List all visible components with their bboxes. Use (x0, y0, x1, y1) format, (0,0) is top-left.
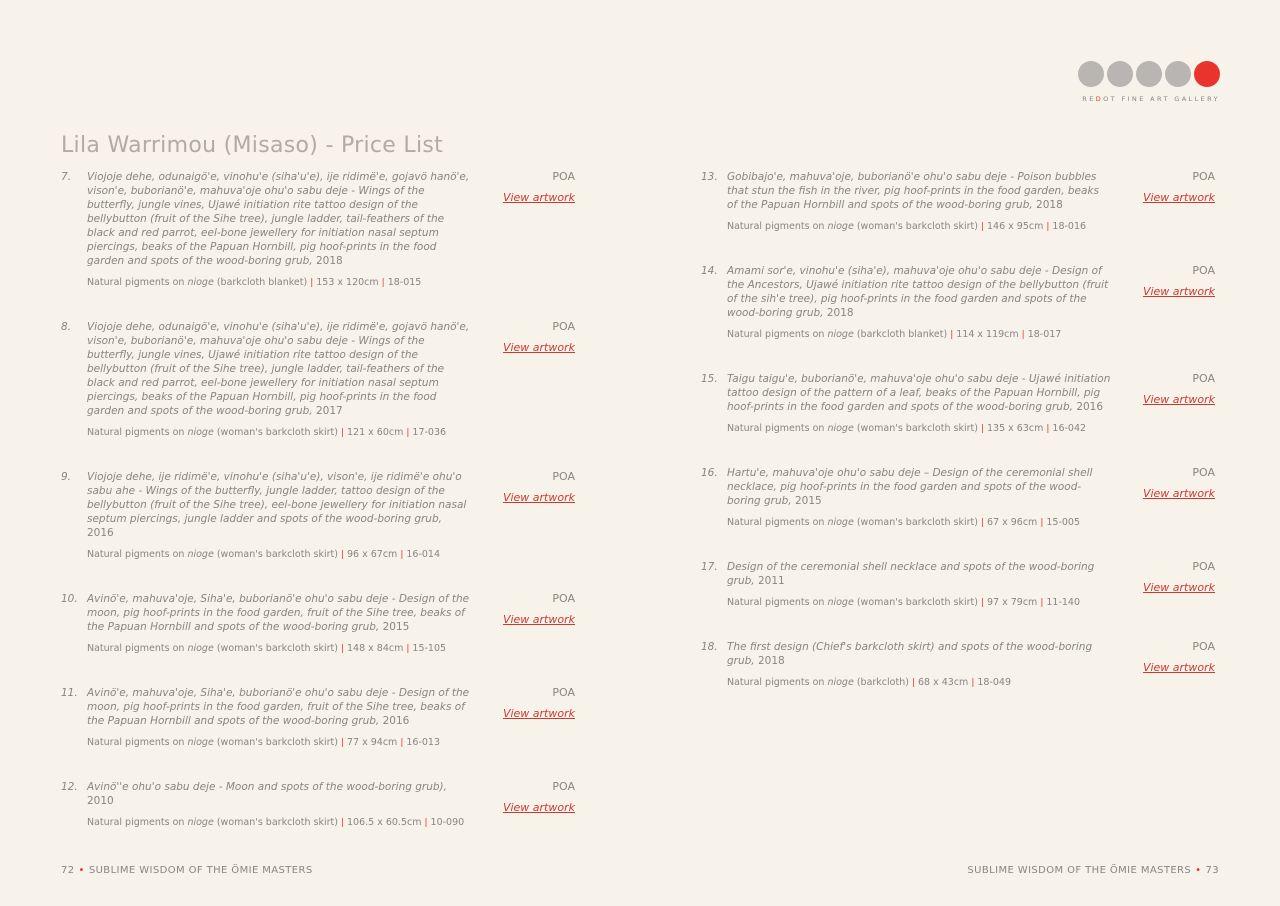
entry-number: 13. (701, 171, 718, 183)
artwork-details (87, 816, 471, 830)
artwork-size: 96 x 67cm (346, 549, 398, 560)
medium-text: Natural pigments on (727, 677, 825, 688)
logo-text-pre: RE (1082, 95, 1096, 103)
entry-body (87, 170, 471, 290)
artwork-code: 18-015 (387, 277, 422, 288)
artwork-year: 2018 (826, 307, 854, 319)
medium-type: (woman's barkcloth skirt) (216, 549, 338, 560)
separator-icon: | (980, 222, 984, 232)
artwork-size: 77 x 94cm (346, 737, 398, 748)
artwork-title (727, 264, 1111, 320)
price-label: POA (1192, 264, 1215, 277)
entry-body (727, 640, 1111, 690)
bullet-icon: • (1195, 865, 1202, 876)
price-list-entry (61, 170, 581, 290)
artwork-size: 121 x 60cm (346, 427, 404, 438)
separator-icon: | (980, 518, 984, 528)
artwork-details (727, 516, 1111, 530)
entry-number: 17. (701, 561, 718, 573)
separator-icon: | (340, 738, 344, 748)
artwork-year: 2018 (316, 255, 343, 267)
view-artwork-link[interactable]: View artwork (1142, 661, 1215, 674)
separator-icon: | (340, 818, 344, 828)
price-list-right-column (701, 170, 1221, 690)
artwork-year: 2016 (382, 715, 410, 727)
price-list-entry (701, 466, 1221, 530)
price-list-entry (61, 592, 581, 656)
artwork-details (87, 548, 471, 562)
page-number-right: 73 (1205, 865, 1219, 876)
medium-type: (woman's barkcloth skirt) (216, 427, 338, 438)
artwork-code: 15-005 (1046, 517, 1081, 528)
artwork-size: 106.5 x 60.5cm (346, 817, 422, 828)
artwork-year: 2018 (1036, 199, 1063, 211)
artwork-year: 2015 (382, 621, 410, 633)
artwork-details (727, 596, 1111, 610)
artwork-size: 153 x 120cm (316, 277, 379, 288)
view-artwork-link[interactable]: View artwork (1142, 487, 1215, 500)
medium-text: Natural pigments on (87, 817, 185, 828)
medium-type: (barkcloth blanket) (216, 277, 308, 288)
entry-price-side (1143, 466, 1215, 500)
artwork-code: 16-014 (406, 549, 441, 560)
price-list-entry (61, 780, 581, 830)
separator-icon: | (980, 598, 984, 608)
artwork-details (87, 642, 471, 656)
logo-dot-icon (1107, 61, 1133, 87)
entry-body (727, 466, 1111, 530)
medium-material: nioge (187, 643, 214, 654)
artwork-size: 114 x 119cm (956, 329, 1019, 340)
medium-material: nioge (187, 737, 214, 748)
logo-text-accent: D (1095, 95, 1104, 103)
logo-dot-icon (1165, 61, 1191, 87)
bullet-icon: • (78, 865, 85, 876)
entry-number: 8. (61, 321, 72, 333)
entry-body (87, 320, 471, 440)
entry-number: 7. (61, 171, 72, 183)
entry-number: 11. (61, 687, 78, 699)
separator-icon: | (310, 278, 314, 288)
artwork-title-text: Viojoje dehe, odunaigö'e, vinohu'e (siha'u'e), ije ridimë'e, gojavö hanö'e, vison'e, buborianö'e, mahuva'oje ohu'o sabu deje - Wings of the butterfly, jungle vines, Ujawé initiation rite tattoo design of the bellybutton (fruit of the Sihe tree), jungle ladder, tail-feathers of the black and red parrot, eel-bone jewellery for initiation nasal septum piercings, beaks of the Papuan Hornbill, pig hoof-prints in the food garden and spots of the wood-boring grub, (87, 171, 470, 267)
medium-type: (woman's barkcloth skirt) (216, 737, 338, 748)
artwork-year: 2016 (87, 527, 114, 539)
price-list-entry (701, 170, 1221, 234)
price-label: POA (1192, 372, 1215, 385)
view-artwork-link[interactable]: View artwork (502, 341, 575, 354)
medium-type: (woman's barkcloth skirt) (856, 597, 978, 608)
entry-price-side (1143, 264, 1215, 298)
medium-text: Natural pigments on (87, 549, 185, 560)
entry-price-side (1143, 640, 1215, 674)
entry-number: 18. (701, 641, 718, 653)
medium-text: Natural pigments on (727, 329, 825, 340)
medium-material: nioge (827, 423, 854, 434)
artwork-title (87, 470, 471, 540)
separator-icon: | (1040, 598, 1044, 608)
entry-price-side (503, 470, 575, 504)
medium-text: Natural pigments on (87, 427, 185, 438)
separator-icon: | (340, 428, 344, 438)
medium-material: nioge (187, 427, 214, 438)
artwork-year: 2017 (316, 405, 343, 417)
footer-right (967, 865, 1219, 876)
separator-icon: | (1021, 330, 1025, 340)
price-label: POA (552, 470, 575, 483)
artwork-size: 97 x 79cm (986, 597, 1038, 608)
price-list-entry (701, 640, 1221, 690)
medium-type: (barkcloth blanket) (856, 329, 948, 340)
artwork-title-text: Design of the ceremonial shell necklace and spots of the wood-boring grub, (727, 561, 1095, 587)
entry-price-side (1143, 170, 1215, 204)
medium-material: nioge (827, 329, 854, 340)
entry-number: 15. (701, 373, 718, 385)
price-label: POA (552, 780, 575, 793)
entry-body (87, 686, 471, 750)
medium-type: (barkcloth) (856, 677, 909, 688)
artwork-title (87, 592, 471, 634)
price-list-entry (701, 560, 1221, 610)
artwork-title-text: Gobibajo'e, mahuva'oje, buborianö'e ohu'o sabu deje - Poison bubbles that stun the fish in the river, pig hoof-prints in the food garden, beaks of the Papuan Hornbill and spots of the wood-boring grub, (727, 171, 1100, 211)
logo-text-post: OT FINE ART GALLERY (1103, 95, 1220, 103)
medium-material: nioge (187, 277, 214, 288)
price-label: POA (1192, 170, 1215, 183)
medium-material: nioge (827, 677, 854, 688)
artwork-year: 2010 (87, 795, 114, 807)
artwork-title-text: Avinö'e, mahuva'oje, Siha'e, buborianö'e ohu'o sabu deje - Design of the moon, pig hoof-prints in the food garden, fruit of the Sihe tree, beaks of the Papuan Hornbill and spots of the wood-boring grub, (87, 687, 470, 727)
artwork-title (87, 686, 471, 728)
separator-icon: | (971, 678, 975, 688)
artwork-title (727, 170, 1111, 212)
artwork-size: 68 x 43cm (917, 677, 969, 688)
medium-material: nioge (187, 817, 214, 828)
price-list-entry (61, 470, 581, 562)
price-list-entry (701, 264, 1221, 342)
separator-icon: | (381, 278, 385, 288)
price-label: POA (1192, 466, 1215, 479)
entry-body (727, 372, 1111, 436)
artwork-title-text: Hartu'e, mahuva'oje ohu'o sabu deje – Design of the ceremonial shell necklace, pig hoof-prints in the food garden and spots of the wood-boring grub, (727, 467, 1093, 507)
separator-icon: | (400, 738, 404, 748)
artwork-year: 2015 (794, 495, 822, 507)
entry-body (87, 592, 471, 656)
artwork-title (87, 320, 471, 418)
entry-body (727, 170, 1111, 234)
artwork-title-text: The first design (Chief's barkcloth skirt) and spots of the wood-boring grub, (727, 641, 1093, 667)
view-artwork-link[interactable]: View artwork (502, 191, 575, 204)
artwork-details (727, 220, 1111, 234)
page-title: Lila Warrimou (Misaso) - Price List (61, 133, 444, 158)
artwork-code: 18-049 (977, 677, 1012, 688)
artwork-size: 135 x 63cm (986, 423, 1044, 434)
artwork-details (87, 426, 471, 440)
separator-icon: | (950, 330, 954, 340)
separator-icon: | (340, 550, 344, 560)
artwork-details (727, 328, 1111, 342)
price-label: POA (552, 592, 575, 605)
artwork-year: 2018 (757, 655, 785, 667)
artwork-code: 16-013 (406, 737, 441, 748)
medium-text: Natural pigments on (727, 597, 825, 608)
artwork-title-text: Viojoje dehe, odunaigö'e, vinohu'e (siha'u'e), ije ridimë'e, gojavö hanö'e, vison'e, buborianö'e, mahuva'oje ohu'o sabu deje - Wings of the butterfly, jungle vines, Ujawé initiation rite tattoo design of the bellybutton (fruit of the Sihe tree), jungle ladder, tail-feathers of the black and red parrot, eel-bone jewellery for initiation nasal septum piercings, beaks of the Papuan Hornbill, pig hoof-prints in the food garden and spots of the wood-boring grub, (87, 321, 470, 417)
artwork-size: 67 x 96cm (986, 517, 1038, 528)
medium-text: Natural pigments on (727, 423, 825, 434)
artwork-title (87, 170, 471, 268)
separator-icon: | (1046, 424, 1050, 434)
artwork-code: 17-036 (412, 427, 447, 438)
artwork-title-text: Avinö'e, mahuva'oje, Siha'e, buborianö'e ohu'o sabu deje - Design of the moon, pig hoof-prints in the food garden, fruit of the Sihe tree, beaks of the Papuan Hornbill and spots of the wood-boring grub, (87, 593, 470, 633)
entry-price-side (503, 592, 575, 626)
artwork-title (87, 780, 471, 808)
artwork-code: 11-140 (1046, 597, 1081, 608)
entry-price-side (503, 170, 575, 204)
separator-icon: | (340, 644, 344, 654)
artwork-title (727, 560, 1111, 588)
price-list-entry (61, 686, 581, 750)
entry-number: 12. (61, 781, 78, 793)
artwork-code: 16-042 (1052, 423, 1087, 434)
entry-number: 16. (701, 467, 718, 479)
artwork-title-text: Taigu taigu'e, buborianö'e, mahuva'oje ohu'o sabu deje - Ujawé initiation tattoo design of the pattern of a leaf, beaks of the Papuan Hornbill, pig hoof-prints in the food garden and spots of the wood-boring grub, (727, 373, 1111, 413)
logo-dot-red-icon (1194, 61, 1220, 87)
logo-dot-icon (1078, 61, 1104, 87)
medium-text: Natural pigments on (87, 277, 185, 288)
separator-icon: | (424, 818, 428, 828)
price-label: POA (552, 170, 575, 183)
separator-icon: | (1040, 518, 1044, 528)
artwork-code: 10-090 (430, 817, 465, 828)
artwork-title (727, 640, 1111, 668)
entry-body (87, 780, 471, 830)
price-label: POA (552, 686, 575, 699)
entry-number: 10. (61, 593, 78, 605)
entry-number: 14. (701, 265, 718, 277)
separator-icon: | (406, 428, 410, 438)
entry-number: 9. (61, 471, 72, 483)
artwork-title-text: Amami sor'e, vinohu'e (siha'e), mahuva'oje ohu'o sabu deje - Design of the Ancestors, Ujawé initiation rite tattoo design of the bellybutton (fruit of the sih'e tree), pig hoof-prints in the food garden and spots of the wood-boring grub, (727, 265, 1109, 319)
logo-text (1078, 95, 1220, 103)
medium-type: (woman's barkcloth skirt) (216, 817, 338, 828)
medium-material: nioge (827, 221, 854, 232)
artwork-details (87, 276, 471, 290)
medium-text: Natural pigments on (87, 737, 185, 748)
artwork-size: 146 x 95cm (986, 221, 1044, 232)
artwork-title (727, 372, 1111, 414)
artwork-size: 148 x 84cm (346, 643, 404, 654)
view-artwork-link[interactable]: View artwork (502, 801, 575, 814)
medium-text: Natural pigments on (87, 643, 185, 654)
entry-body (727, 264, 1111, 342)
separator-icon: | (1046, 222, 1050, 232)
price-list-left-column (61, 170, 581, 830)
view-artwork-link[interactable]: View artwork (1142, 285, 1215, 298)
price-label: POA (1192, 560, 1215, 573)
page-number-left: 72 (61, 865, 75, 876)
price-list-entry (61, 320, 581, 440)
medium-material: nioge (187, 549, 214, 560)
medium-text: Natural pigments on (727, 517, 825, 528)
separator-icon: | (400, 550, 404, 560)
medium-material: nioge (827, 597, 854, 608)
footer-left (61, 865, 313, 876)
separator-icon: | (911, 678, 915, 688)
artwork-details (87, 736, 471, 750)
entry-price-side (503, 320, 575, 354)
artwork-title-text: Avinö''e ohu'o sabu deje - Moon and spots of the wood-boring grub), (87, 781, 447, 793)
price-list-entry (701, 372, 1221, 436)
artwork-year: 2011 (757, 575, 785, 587)
artwork-title (727, 466, 1111, 508)
medium-type: (woman's barkcloth skirt) (216, 643, 338, 654)
view-artwork-link[interactable]: View artwork (1142, 393, 1215, 406)
view-artwork-link[interactable]: View artwork (502, 613, 575, 626)
view-artwork-link[interactable]: View artwork (502, 491, 575, 504)
separator-icon: | (980, 424, 984, 434)
medium-material: nioge (827, 517, 854, 528)
entry-body (727, 560, 1111, 610)
separator-icon: | (406, 644, 410, 654)
logo-dots (1078, 61, 1220, 87)
entry-price-side (1143, 560, 1215, 594)
view-artwork-link[interactable]: View artwork (1142, 581, 1215, 594)
price-label: POA (552, 320, 575, 333)
view-artwork-link[interactable]: View artwork (502, 707, 575, 720)
view-artwork-link[interactable]: View artwork (1142, 191, 1215, 204)
medium-type: (woman's barkcloth skirt) (856, 423, 978, 434)
footer-left-text: SUBLIME WISDOM OF THE ÖMIE MASTERS (88, 865, 313, 876)
artwork-details (727, 422, 1111, 436)
entry-body (87, 470, 471, 562)
logo-dot-icon (1136, 61, 1162, 87)
footer-right-text: SUBLIME WISDOM OF THE ÖMIE MASTERS (967, 865, 1192, 876)
medium-type: (woman's barkcloth skirt) (856, 517, 978, 528)
medium-text: Natural pigments on (727, 221, 825, 232)
artwork-title-text: Viojoje dehe, ije ridimë'e, vinohu'e (siha'u'e), vison'e, ije ridimë'e ohu'o sabu ahe - Wings of the butterfly, jungle ladder, tattoo design of the bellybutton (fruit of the Sihe tree), eel-bone jewellery for initiation nasal septum piercings, jungle ladder and spots of the wood-boring grub, (87, 471, 467, 525)
price-label: POA (1192, 640, 1215, 653)
entry-price-side (503, 780, 575, 814)
artwork-details (727, 676, 1111, 690)
entry-price-side (503, 686, 575, 720)
medium-type: (woman's barkcloth skirt) (856, 221, 978, 232)
artwork-year: 2016 (1076, 401, 1104, 413)
artwork-code: 15-105 (412, 643, 447, 654)
gallery-logo (1078, 61, 1220, 103)
entry-price-side (1143, 372, 1215, 406)
artwork-code: 18-017 (1027, 329, 1062, 340)
artwork-code: 18-016 (1052, 221, 1087, 232)
